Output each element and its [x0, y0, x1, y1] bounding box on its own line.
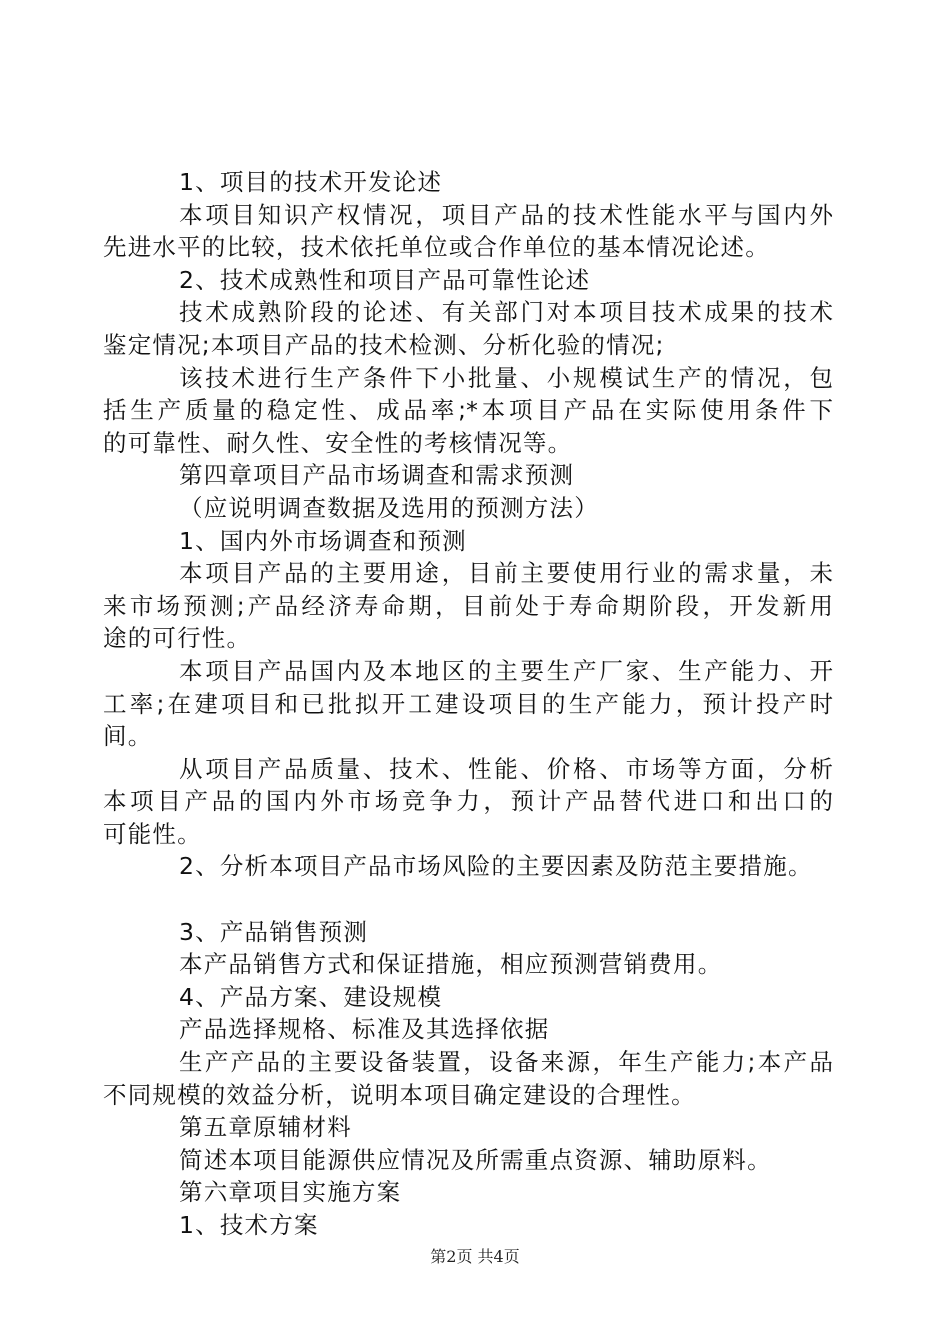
paragraph-line: 先进水平的比较，技术依托单位或合作单位的基本情况论述。	[103, 233, 770, 262]
paragraph-line: 本项目产品的国内外市场竞争力，预计产品替代进口和出口的	[103, 787, 833, 816]
paragraph-line: 间。	[103, 722, 153, 751]
paragraph-line: 本产品销售方式和保证措施，相应预测营销费用。	[179, 950, 723, 979]
paragraph-line: 鉴定情况;本项目产品的技术检测、分析化验的情况;	[103, 330, 665, 359]
paragraph-line: 该技术进行生产条件下小批量、小规模试生产的情况，包	[179, 363, 833, 392]
section-heading: 2、技术成熟性和项目产品可靠性论述	[179, 265, 591, 294]
paragraph-line: 技术成熟阶段的论述、有关部门对本项目技术成果的技术	[179, 298, 833, 327]
paragraph-line: 简述本项目能源供应情况及所需重点资源、辅助原料。	[179, 1145, 772, 1174]
section-heading: 3、产品销售预测	[179, 917, 369, 946]
paragraph-line: 工率;在建项目和已批拟开工建设项目的生产能力，预计投产时	[103, 689, 833, 718]
section-heading: 2、分析本项目产品市场风险的主要因素及防范主要措施。	[179, 852, 813, 881]
paragraph-line: 可能性。	[103, 819, 202, 848]
section-heading: 1、项目的技术开发论述	[179, 168, 443, 196]
paragraph-line: 的可靠性、耐久性、安全性的考核情况等。	[103, 428, 573, 457]
paragraph-line: 本项目产品国内及本地区的主要生产厂家、生产能力、开	[179, 656, 833, 685]
paragraph-line: 来市场预测;产品经济寿命期，目前处于寿命期阶段，开发新用	[103, 591, 833, 620]
section-heading: 1、技术方案	[179, 1211, 319, 1239]
chapter-heading: 第六章项目实施方案	[179, 1178, 402, 1207]
chapter-heading: 第四章项目产品市场调查和需求预测	[179, 461, 575, 490]
section-heading: 1、国内外市场调查和预测	[179, 526, 467, 555]
page-number-footer: 第2页 共4页	[430, 1247, 520, 1266]
document-body	[103, 166, 833, 1242]
paragraph-line: 本项目知识产权情况，项目产品的技术性能水平与国内外	[179, 200, 833, 229]
paragraph-line: 括生产质量的稳定性、成品率;*本项目产品在实际使用条件下	[103, 396, 833, 425]
section-heading: 4、产品方案、建设规模	[179, 982, 443, 1011]
blank-line	[103, 883, 833, 916]
paragraph-line: 生产产品的主要设备装置，设备来源，年生产能力;本产品	[179, 1048, 833, 1077]
paragraph-line: 产品选择规格、标准及其选择依据	[179, 1015, 550, 1044]
paragraph-line: 本项目产品的主要用途，目前主要使用行业的需求量，未	[179, 559, 833, 588]
chapter-note: （应说明调查数据及选用的预测方法）	[179, 493, 599, 522]
paragraph-line: 途的可行性。	[103, 624, 252, 653]
paragraph-line: 不同规模的效益分析，说明本项目确定建设的合理性。	[103, 1080, 696, 1109]
chapter-heading: 第五章原辅材料	[179, 1113, 352, 1142]
paragraph-line: 从项目产品质量、技术、性能、价格、市场等方面，分析	[179, 754, 833, 783]
